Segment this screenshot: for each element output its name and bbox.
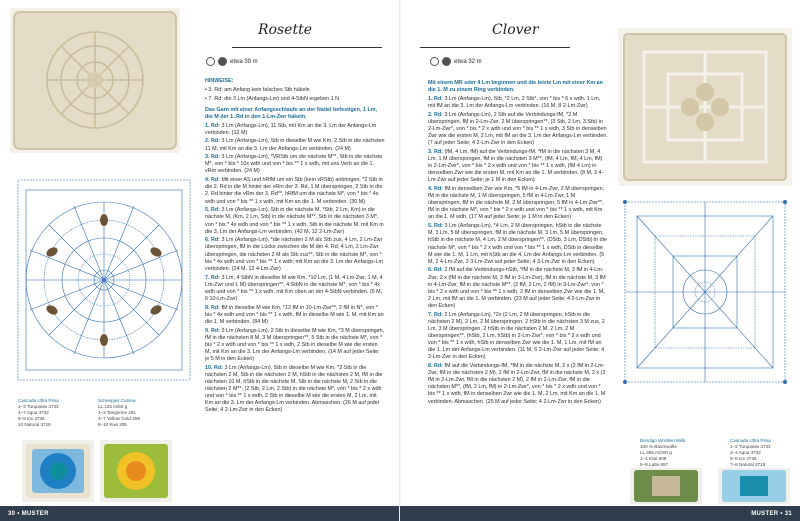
orange-swatch-photo (100, 440, 172, 502)
caption-scheepjes: Scheepjes Catona LL 125 m/50 g 1–3 Tangerine 281 4–7 Yellow Gold 208 8–10 Kiwi 205 (98, 398, 140, 427)
clover-photo (618, 28, 792, 186)
yarn-ball-icon (442, 57, 451, 66)
round-3: 3. Rd: (fM, 4 Lm, fM) auf die Verbindungs-fM, *fM in die nächsten 3 M, 4 Lm, 1 M überspringen, fM in die nächsten 3 M**, (fM, 4 Lm, fM, 4 Lm, fM) in 2-Lm-Zwr*, von * bis * 2 x wdh und von * bis ** 1 x wdh, (fM 4 Lm) in denselben Zwr wie die ersten M, mit Km an die 1. M verbinden. (8 M, 3 4-Lm-Zwr auf jeder Seite; je 1 M in den Ecken) (428, 148, 604, 184)
round-9: 9. Rd: 3 Lm (Anfangs-Lm), 2 Stb in dieselbe M wie Km, *3 M überspringen, fM in die nächsten 8 M, 3 M überspringen**, 5 Stb in die nächste M*, von * bis * 2 x wdh und von * bis ** 1 x wdh, 2 Stb in dieselbe M wie die ersten M, mit Km an die 3. Lm der Anfangs-Lm verbinden. (14 M auf jeder Seite; je 5 M in den Ecken) (205, 327, 385, 362)
title-rule (420, 47, 570, 48)
hinweis-item: • 3. Rd: am Anfang kein falsches Stb häkeln (205, 86, 310, 93)
clover-chart-diagram (615, 192, 795, 392)
round-7: 7. Rd: 3 Lm, 4 StbN in dieselbe M wie Km, *10 Lm, (1 M, 4 Lm-Zwr, 1 M, 4 Lm-Zwr und 1 M) überspringen**, 4 StbN in die nächste M*, von * bis * 4x wdh und von * bis ** 1 x wdh, mit Km oben an der 4-StbN verbinden. (6 M, 6 10-Lm-Zwr) (205, 274, 383, 302)
round-7: 7. Rd: 2 Lm (Anfangs-Lm), *2x (2 Lm, 2 M überspringen, hStb in die nächsten 2 M), 2 Lm, 2 M überspringen, 2 hStb in die nächsten 3 M zus, 2 Lm, 3 M überspringen, 2 hStb in die nächsten 2 M, 2 Lm, 2 M überspringen**, (hStb, 2 Lm, hStb) in 2-Lm-Zwr*, von * bis * 2 x wdh und von * bis ** 1 x wdh, hStb in denselben Zwr wie die 1. M, 1 Lm, mit fM an die 1. Lm der Anfangs-Lm verbinden. (11 M, 6 2-Lm-Zwr auf jeder Seite; 4 2-Lm-Zwr in den Ecken) (428, 311, 605, 361)
round-1: 1. Rd: 3 Lm (Anfangs-Lm), 11 Stb, mit Km an die 3. Lm der Anfangs-Lm verbinden. (12 M) (205, 122, 377, 136)
round-8: 8. Rd: fM in dieselbe M wie Km, *12 fM in 10-Lm-Zwr**, 2 fM in N*, von * bis * 4x wdh und von * bis ** 1 x wdh, fM in dieselbe M wie 1. M, mit Km an die 1. M verbinden. (84 M) (205, 304, 384, 325)
rosette-title: Rosette (258, 22, 312, 38)
caption-bendigo: Bendigo Woollen Mills 100 % Baumwolle LL 465 m/200 g 1–4 Kiwi 609 5–8 Latte 887 (640, 438, 686, 467)
round-5: 5. Rd: 3 Lm (Anfangs-Lm), *4 Lm, 2 M überspringen, hStb in die nächste M, 3 Lm, 5 M überspringen, fM in die nächste M, 3 Lm, 5 M überspringen, hStb in die nächste M, 4 Lm, 2 M überspringen**, (DStb, 3 Lm, DStb) in die nächste M*, von * bis * 2 x wdh und von * bis ** 1 x wdh, DStb in dieselbe M wie die 1. M, 1 Lm, mit hStb an die 4. Lm der Anfangs-Lm verbinden. (5 M, 2 4-Lm-Zwr, 2 3-Lm-Zwr auf jeder Seite; 4 3-Lm-Zwr in den Ecken) (428, 223, 607, 265)
footer-right: MUSTER • 31 (400, 506, 800, 521)
caption-cascade-left: Cascade Ultra Pima 1–3 Turquoise 3733 4–7 Aqua 3732 8–9 Ice 3736 10 Natural 3718 (18, 398, 59, 427)
round-4: 4. Rd: fM in denselben Zwr wie Km, *5 fM in 4-Lm-Zwr, 2 M überspringen, fM in die nächste M, 1 M überspringen, 5 fM in 4-Lm-Zwr, 1 M überspringen, fM in die nächste M, 2 M überspringen, 5 fM in 4-Lm-Zwr**, fM in die nächste M*, von * bis * 2 x wdh und von * bis ** 1 x wdh, mit Km an die 1. M wdh. (17 M auf jeder Seite; je 1 M in den Ecken) (428, 186, 605, 221)
round-4: 4. Rd: Mit einer AS und hRfM um ein Stb (kein vRStb) anbringen, *2 Stb in die 2. Rd in die M hinter der vRm der 3. Rd, 1 M überspringen, 2 Stb in die 2. Rd hinter die vRm der 3. Rd**, hRfM um die nächste M*, von * bis * 4x wdh und von * bis ** 1 x wdh, mit Km an die 1. M verbinden. (30 M) (205, 177, 383, 205)
clover-intro: Mit einem MR oder 4 Lm beginnen und die letzte Lm mit einer Km an die 1. M zu einem Ring verbinden. (428, 80, 603, 94)
round-6: 6. Rd: 2 fM auf die Verbindungs-hStb, *fM in die nächste M, 3 fM in 4-Lm-Zwr, 2 x (fM in die nächste M, 3 fM in 3-Lm-Zwr), fM in die nächste M, 3 fM in 4-Lm-Zwr, fM in die nächste M**, (2 fM, 2 Lm, 2 fM) in 3-Lm-Zwr*, von * bis * 2 x wdh und von * bis ** 1 x wdh, 2 fM in denselben Zwr wie die 1. M, 2 Lm, mit fM an die 1. M verbinden. (23 M auf jeder Seite; 4 2-Lm-Zwr in den Ecken) (428, 267, 606, 309)
round-2: 2. Rd: 3 Lm (Anfangs-Lm), Stb in dieselbe M wie Km, 2 Stb in die nächsten 11 M, mit Km an die 3. Lm der Anfangs-Lm verbinden. (24 M) (205, 138, 385, 152)
hinweise-heading: HINWEISE: (205, 78, 234, 84)
clover-title: Clover (492, 22, 539, 38)
round-6: 6. Rd: 3 Lm (Anfangs-Lm), *die nächsten 2 M als Stb zus, 4 Lm, 2 Lm-Zwr überspringen, fM in die Lücke zwischen die M der 4. Rd, 4 Lm, 2 Lm-Zwr überspringen, die nächsten 2 M als Stb zus**, Stb in die nächste M*, von * bis * 4x wdh und von * bis ** 1 x wdh; mit Km an die 3. Lm der Anfangs-Lm verbinden. (24 M, 12 4-Lm-Zwr) (205, 237, 383, 272)
rosette-intro: Das Garn mit einer Anfangsschlaufe an der Nadel befestigen, 1 Lm, die M der 1. Rd in den 1-Lm-Zwr häkeln. (205, 106, 378, 120)
round-8: 8. Rd: fM auf die Verbindungs-fM, *fM in die nächste M, 2 x (2 fM in 2-Lm-Zwr, fM in die nächsten 2 M), 2 fM in 2-Lm-Zwr, fM in die nächste M, 2 x (2 fM in 2-Lm-Zwr, fM in die nächsten 2 M), 2 fM in 2-Lm-Zwr, fM in die nächsten M**, (fM, 2 Lm, fM) in 2-Lm-Zwr*, von * bis * 2 x wdh und von * bis ** 1 x wdh, fM in denselben Zwr wie die 1. M, 2 Lm, mit Km an die 1. M verbinden. Abmaschen. (25 M auf jeder Seite; 4 2-Lm-Zwr in den Ecken) (428, 363, 606, 405)
clover-yarn-amount: etwa 32 m (430, 57, 482, 66)
round-3: 3. Rd: 3 Lm (Anfangs-Lm), *VRStb um die nächste M**, Stb in die nächste M*, von * bis * 10x wdh und von * bis ** 1 x wdh, mit uns Verb an die 1. vRm verbinden. (24 M) (205, 154, 383, 175)
hinweis-item: • 7. Rd: die 3 Lm (Anfangs-Lm) und 4-StbN ergeben 1 N. (205, 95, 341, 102)
rosette-chart-diagram (12, 160, 197, 405)
right-page (400, 0, 800, 521)
hook-icon (430, 57, 439, 66)
rosette-instructions (205, 78, 385, 416)
round-1: 1. Rd: 3 Lm (Anfangs-Lm), Stb, *2 Lm, 2 Stb*, von * bis * 6 x wdh, 1 Lm, mit fM an die 3. Lm der Anfangs-Lm verbinden. (16 M, 8 2-Lm-Zwr) (428, 95, 601, 109)
footer-left: 30 • MUSTER (0, 506, 400, 521)
clover-instructions (428, 80, 608, 407)
hook-icon (206, 57, 215, 66)
green-swatch-photo (630, 468, 702, 504)
round-5: 5. Rd: 3 Lm (Anfangs-Lm), Stb in die nächste M, *Stb, 2 Lm, Km) in die nächste M, (Km, 2 Lm, Stb) in die nächste M**, Stb in die nächsten 3 M*, von * bis * 4x wdh und von * bis ** 1 x wdh, Stb in die nächste M, mit Km in die 3. Lm der Anfangs-Lm verbinden. (42 M, 12 2-Lm-Zwr) (205, 207, 384, 235)
title-rule (232, 47, 382, 48)
caption-cascade-right: Cascade Ultra Pima 1–2 Turquoise 3733 3–4 Aqua 3732 5–6 Ice 3736 7–8 Natural 3718 (730, 438, 771, 467)
round-10: 10. Rd: 3 Lm (Anfangs-Lm), Stb in dieselbe M wie Km, *2 Stb in die nächsten 2 M, Stb in die nächsten 2 M, hStb in die nächsten 2 M, fM in die nächsten 10 M, hStb in die nächste M, Stb in die nächste M, 2 Stb in die nächsten 2 M**, (2 Stb, 2 Lm, 2 Stb) in die nächste M*, von * bis * 2 x wdh und von * bis ** 1 x wdh, 2 Stb in dieselbe M wie die ersten M, 2 Lm, mit Km an die 3. Lm der Anfangs-Lm verbinden. Abmaschen. (26 M auf jeder Seite; 4 2-Lm-Zwr in den Ecken) (205, 364, 383, 414)
yarn-ball-icon (218, 57, 227, 66)
round-2: 2. Rd: 3 Lm (Anfangs-Lm), 2 Stb auf die Verbindungs-fM, *2 M überspringen, fM in 2-Lm-Zwr, 2 M überspringen**, (3 Stb, 2 Lm, 3 Stb) in 2-Lm-Zwr*, von * bis * 2 x wdh und von * bis ** 1 x wdh, 3 Stb in denselben Zwr wie die ersten M, 2 Lm, mit fM an die 3. Lm der Anfangs-Lm verbinden. (7 auf jeder Seite; 4 2-Lm-Zwr in den Ecken) (428, 111, 608, 147)
teal-swatch-photo (718, 468, 790, 504)
rosette-photo (10, 8, 180, 153)
rosette-yarn-amount: etwa 39 m (206, 57, 258, 66)
blue-swatch-photo (22, 440, 94, 502)
